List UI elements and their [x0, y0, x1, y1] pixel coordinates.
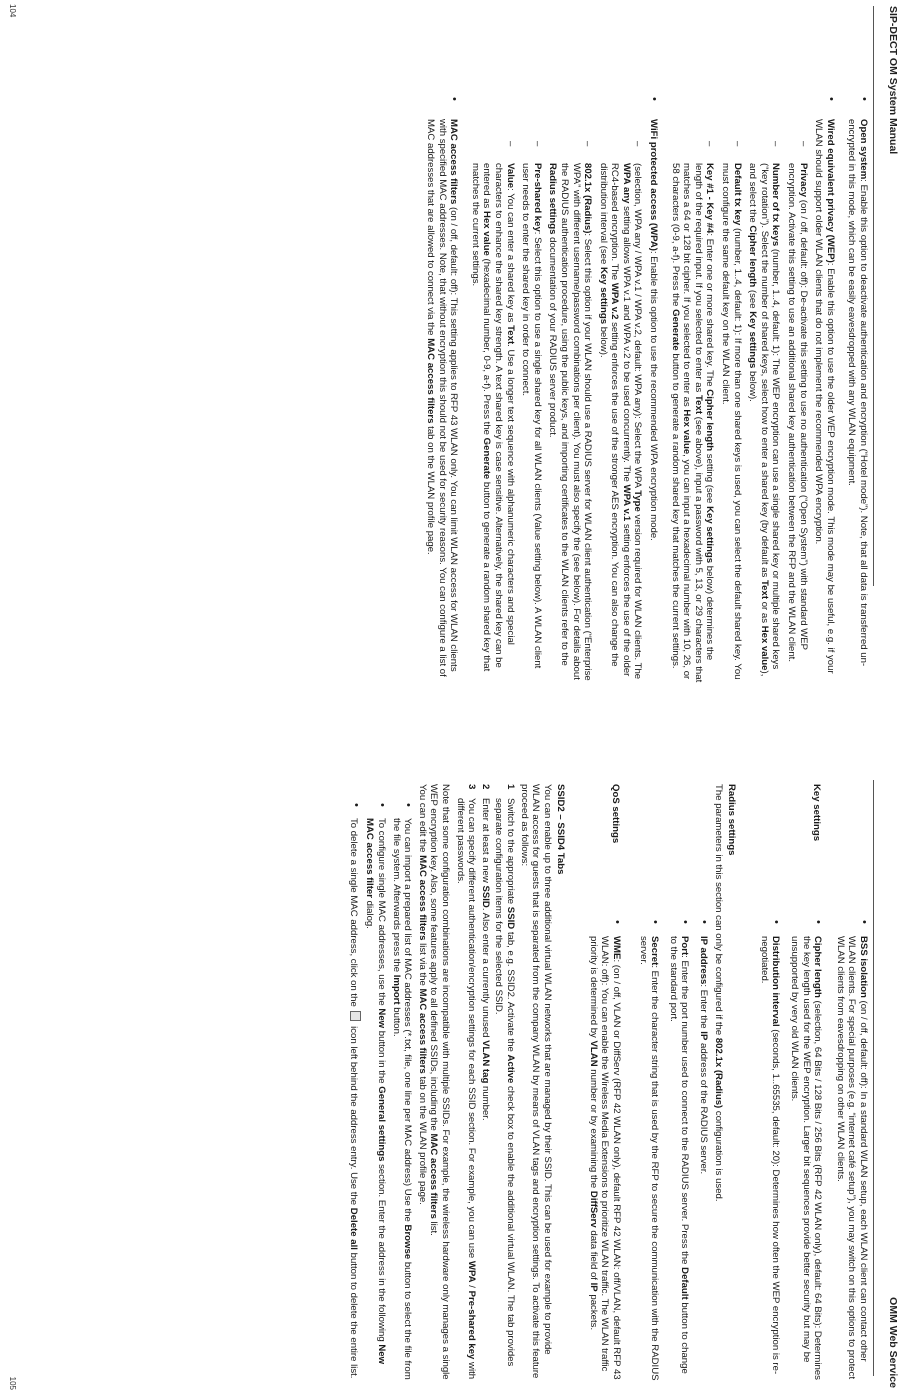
right-header-rule [873, 780, 874, 1376]
section-key-settings [751, 784, 823, 1384]
step-2: 2 Enter at least a new SSID. Also enter a currently unused VLAN tag number. [479, 784, 491, 1121]
dash-pre-shared-key: – Pre-shared key: Select this option to use a single shared key for all WLAN clients (Value setting below). A WLAN client user needs to enter the shared key in order to connect. [520, 119, 543, 685]
dash-wpa-type: – (selection, WPA any / WPA v.1 / WPA v.2, default: WPA any): Select the WPA Type version required for WLAN clients. The WPA any setting allows WPA v.1 and WPA v.2 to be used concurrently. The WPA v.1 setting enforces the use of the older RC4-based encryption. The WPA v.2 setting enforces the use of the stronger AES encryption. You can also change the distribution interval (see Key settings below). [597, 119, 643, 685]
dash-key-1-4: – Key #1 - Key #4: Enter one or more shared key. The Cipher length setting (see Key settings below) determines the length of the required input. If you selected to enter as Text (see above), input a password with 5, 13, or 29 characters that matches a 64 or 128 bit cipher. If you selected to enter as Hex value, you can input a hexadecimal number with 10, 26, or 58 characters (0-9, a-f). Press the Generate button to generate a random shared key that matches the current settings. [669, 119, 715, 685]
ssid-tabs-title: SSID2 – SSID4 Tabs [555, 784, 567, 875]
left-header-rule [873, 6, 874, 586]
step-1: 1 Switch to the appropriate SSID tab, e.g. SSID2. Activate the Active check box to enable the additional virtual WLAN. The tab provides separate configuration items for the selected SSID. [493, 784, 516, 1367]
left-page-number: 104 [8, 4, 17, 18]
step-3: 3 You can specify different authentication/encryption settings for each SSID section. For example, you can use WPA / Pre-shared key with different passwords. [454, 784, 478, 1380]
bullet-ip-address: • IP address: Enter the IP address of the RADIUS server. [697, 918, 709, 1384]
key-settings-label: Key settings [811, 784, 823, 842]
section-bss [827, 784, 869, 1384]
left-page-header: SIP-DECT OM System Manual [887, 6, 899, 155]
bullet-open-system: • Open system: Enable this option to deactivate authentication and encryption (“Hotel mode”). Note, that all data is transferred un-encrypted in this mode, which can be easily eavesdropped with any WLAN equipment. [846, 95, 869, 685]
bullet-distribution-interval: • Distribution interval (seconds, 1..65535, default: 20): Determines how often the WEP encryption is re-negotiated. [758, 918, 781, 1384]
dash-radius: – 802.1x (Radius): Select this option if your WLAN should use a RADIUS server for WLAN client authentication (“Enterprise WPA” with different username/password combinations per client). You must also specify the (see below). For details about the RADIUS authentication procedure, using the public keys, and importing certificates to the WLAN clients refer to the Radius settings documentation of your RADIUS server product. [547, 119, 593, 685]
dash-number-of-tx-keys: – Number of tx keys (number, 1..4, default: 1): The WEP encryption can use a single shared key or multiple shared keys (“key rotation”). Select the number of shared keys, select how to enter a shared key (by default as Text or as Hex value), and select the Cipher length (see Key settings below). [747, 119, 782, 685]
bullet-port: • Port: Enter the port number used to connect to the RADIUS server. Press the Default button to change to the standard port. [667, 918, 690, 1384]
section-qos [580, 784, 622, 1384]
right-page-body [347, 784, 869, 1384]
bullet-single-mac: • To configure single MAC addresses, use the New button in the General settings section. Enter the address in the following New MAC access filter dialog. [364, 802, 387, 1384]
radius-intro: The parameters in this section can only be configured if the 802.1x (Radius) configuration is used. [712, 784, 724, 1202]
mac-edit-paragraph: You can edit the MAC access filters list via the MAC access filters tab on the WLAN profile page. [416, 784, 428, 1205]
bullet-wpa: • WiFi protected access (WPA): Enable this option to use the recommended WPA encryption mode. – (selection, WPA any / WPA v.1 / WPA v.2, default: WPA any): Select the WPA Type version required for WLAN clients. The WPA any setting allows WPA v.1 and WPA v.2 to be used concurrently. The WPA v.1 setting enforces the use of the older RC4-based encryption. The WPA v.2 setting enforces the use of the stronger AES encryption. You can also change the distribution interval (see Key settings below). – 802.1x (Radius): Select this option if your WLAN should use a RADIUS server for WLAN client authentication (“Enterprise WPA” with different username/password combinations per client). You must also specify the (see below). For details about the RADIUS authentication procedure, using the public keys, and importing certificates to the WLAN clients refer to the Radius settings documentation of your RADIUS server product. – Pre-shared key: Select this option to use a single shared key for all WLAN clients (Value setting below). A WLAN client user needs to enter the shared key in order to connect. – Value: You can enter a shared key as Text. Use a longer text sequence with alphanumeric characters and special characters to enhance the shared key strength. A text shared key is case sensitive. Alternatively, the shared key can be entered as Hex value (hexadecimal number, 0-9, a-f). Press the Generate button to generate a random shared key that matches the current settings. [469, 95, 659, 685]
bullet-import-list: • You can import a prepared list of MAC addresses (*.txt, file, one line per MAC address) Use the Browse button to select the file from the file system. Afterwards press the Import button. [390, 802, 413, 1384]
right-page-number: 105 [8, 1376, 17, 1390]
bullet-cipher-length: • Cipher length (selection, 64 Bits / 128 Bits / 256 Bits (RFP 42 WLAN only), default: 64 Bits): Determines the key length used for the WEP encryption. Larger bit sequences provide better security but may be unsupported by very old WLAN clients. [788, 918, 823, 1384]
trash-icon [350, 1011, 361, 1021]
dash-privacy: – Privacy (on / off, default: off): De-activate this setting to use no authentication (“Open System”) with standard WEP encryption. Activate this setting to use an additional shared key authentication between the RFP and the WLAN client. [785, 119, 808, 685]
radius-settings-title: Radius settings [726, 784, 738, 856]
ssid-note: Note that some configuration combinations are incompatible with multiple SSIDs. For example, the wireless hardware only manages a single WEP encryption key. Also, some features apply to all defined SSIDs, including the MAC access filters list. [428, 784, 451, 1380]
qos-settings-label: QoS settings [610, 784, 622, 844]
bullet-bss-isolation: • BSS isolation (on / off, default: off): In a standard WLAN setup, each WLAN client can contact other WLAN clients. For special purposes (e.g. “internet café setup”), you may switch on this options to protect WLAN clients from eavesdropping on other WLAN clients. [834, 918, 869, 1384]
dash-value: – Value: You can enter a shared key as Text. Use a longer text sequence with alphanumeric characters and special characters to enhance the shared key strength. A text shared key is case sensitive. Alternatively, the shared key can be entered as Hex value (hexadecimal number, 0-9, a-f). Press the Generate button to generate a random shared key that matches the current settings. [469, 119, 515, 685]
bullet-delete-mac: • To delete a single MAC address, click on the icon left behind the address entry. Use the Delete all button to delete the entire list. [347, 802, 361, 1384]
ssid-intro: You can enable up to three additional virtual WLAN networks that are managed by their SSID. This can be used for example to provide WLAN access for guests that is separated from the company WLAN by means of VLAN tags and encryption settings. To activate this feature proceed as follows: [518, 784, 553, 1379]
bullet-mac-access-filters: • MAC access filters (on / off, default: off): This setting applies to RFP 43 WLAN only. You can limit WLAN access for WLAN clients with specified MAC addresses. Note, that without encryption this should not be used for security reasons. You can configure a list of MAC addresses that are allowed to connect via the MAC access filters tab on the WLAN profile page. [424, 95, 459, 685]
bullet-secret: • Secret: Enter the character string that is used by the RFP to secure the communication with the RADIUS server. [637, 918, 660, 1384]
bullet-wep: • Wired equivalent privacy (WEP): Enable this option to use the older WEP encryption mode. This mode may be useful, e.g. if your WLAN should support older WLAN clients that do not implement the recommended WPA encryption. – Privacy (on / off, default: off): De-activate this setting to use no authentication (“Open System”) with standard WEP encryption. Activate this setting to use an additional shared key authentication between the RFP and the WLAN client. – Number of tx keys (number, 1..4, default: 1): The WEP encryption can use a single shared key or multiple shared keys (“key rotation”). Select the number of shared keys, select how to enter a shared key (by default as Text or as Hex value), and select the Cipher length (see Key settings below). – Default tx key (number, 1..4, default: 1): If more than one shared keys is used, you can select the default shared key. You must configure the same default key on the WLAN client. – Key #1 - Key #4: Enter one or more shared key. The Cipher length setting (see Key settings below) determines the length of the required input. If you selected to enter as Text (see above), input a password with 5, 13, or 29 characters that matches a 64 or 128 bit cipher. If you selected to enter as Hex value, you can input a hexadecimal number with 10, 26, or 58 characters (0-9, a-f). Press the Generate button to generate a random shared key that matches the current settings. [669, 95, 836, 685]
left-page-body [414, 95, 869, 685]
bullet-wme: • WME: (on / off, VLAN or DiffServ (RFP 42 WLAN only), default RFP 42 WLAN: off/VLAN, default RFP 43 WLAN: off): You can enable the Wireless Media Extensions to prioritize WLAN traffic. The WLAN traffic priority is determined by VLAN number or by examining the DiffServ data field of IP packets. [587, 918, 622, 1384]
right-page-header: OMM Web Service [887, 1297, 899, 1388]
section-radius [630, 784, 709, 1384]
dash-default-tx-key: – Default tx key (number, 1..4, default: 1): If more than one shared keys is used, you can select the default shared key. You must configure the same default key on the WLAN client. [719, 119, 742, 685]
